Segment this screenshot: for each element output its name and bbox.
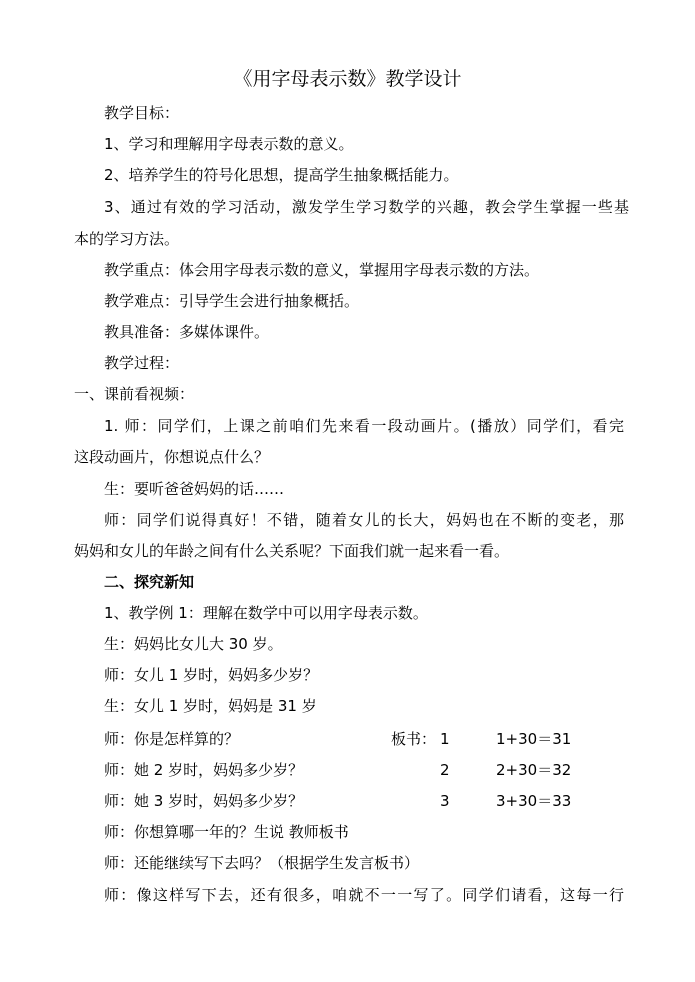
board-row-1-text: 师：你是怎样算的？ bbox=[104, 730, 240, 748]
section-1-line-4: 师：同学们说得真好！不错，随着女儿的长大，妈妈也在不断的变老，那 bbox=[104, 511, 624, 529]
section-2-heading: 二、探究新知 bbox=[104, 573, 195, 591]
board-row-3-eq: 3+30＝33 bbox=[496, 792, 572, 810]
key-point: 教学重点：体会用字母表示数的意义，掌握用字母表示数的方法。 bbox=[104, 261, 540, 279]
objective-1: 1、学习和理解用字母表示数的意义。 bbox=[104, 135, 354, 153]
board-row-3-text: 师：她 3 岁时，妈妈多少岁？ bbox=[104, 792, 304, 810]
teaching-tools: 教具准备：多媒体课件。 bbox=[104, 323, 270, 341]
board-label: 板书： bbox=[391, 730, 437, 748]
section-2-line-1: 1、教学例 1：理解在数学中可以用字母表示数。 bbox=[104, 604, 428, 622]
section-2-line-3: 师：女儿 1 岁时，妈妈多少岁？ bbox=[104, 666, 319, 684]
document-title: 《用字母表示数》教学设计 bbox=[233, 68, 462, 90]
objectives-heading: 教学目标： bbox=[104, 104, 180, 122]
section-1-line-2: 这段动画片，你想说点什么？ bbox=[74, 448, 270, 466]
section-1-line-5: 妈妈和女儿的年龄之间有什么关系呢？下面我们就一起来看一看。 bbox=[74, 542, 510, 560]
objective-3-continued: 本的学习方法。 bbox=[74, 230, 180, 248]
board-row-2-text: 师：她 2 岁时，妈妈多少岁？ bbox=[104, 761, 304, 779]
section-2-after-1: 师：你想算哪一年的？生说 教师板书 bbox=[104, 823, 349, 841]
section-2-line-2: 生：妈妈比女儿大 30 岁。 bbox=[104, 635, 283, 653]
board-row-2-eq: 2+30＝32 bbox=[496, 761, 572, 779]
board-row-1-num: 1 bbox=[440, 730, 450, 748]
section-1-heading: 一、课前看视频： bbox=[74, 385, 195, 403]
board-row-3-num: 3 bbox=[440, 792, 450, 810]
section-1-line-3: 生：要听爸爸妈妈的话…… bbox=[104, 480, 285, 498]
section-1-line-1: 1. 师：同学们，上课之前咱们先来看一段动画片。(播放）同学们，看完 bbox=[104, 417, 624, 435]
objective-2: 2、培养学生的符号化思想，提高学生抽象概括能力。 bbox=[104, 166, 459, 184]
section-2-line-4: 生：女儿 1 岁时，妈妈是 31 岁 bbox=[104, 697, 317, 715]
process-heading: 教学过程： bbox=[104, 354, 180, 372]
board-row-2-num: 2 bbox=[440, 761, 450, 779]
difficulty: 教学难点：引导学生会进行抽象概括。 bbox=[104, 292, 360, 310]
objective-3: 3、通过有效的学习活动，激发学生学习数学的兴趣，教会学生掌握一些基 bbox=[104, 198, 629, 216]
section-2-after-3: 师：像这样写下去，还有很多，咱就不一一写了。同学们请看，这每一行 bbox=[104, 886, 624, 904]
section-2-after-2: 师：还能继续写下去吗？（根据学生发言板书） bbox=[104, 854, 420, 872]
board-row-1-eq: 1+30＝31 bbox=[496, 730, 572, 748]
